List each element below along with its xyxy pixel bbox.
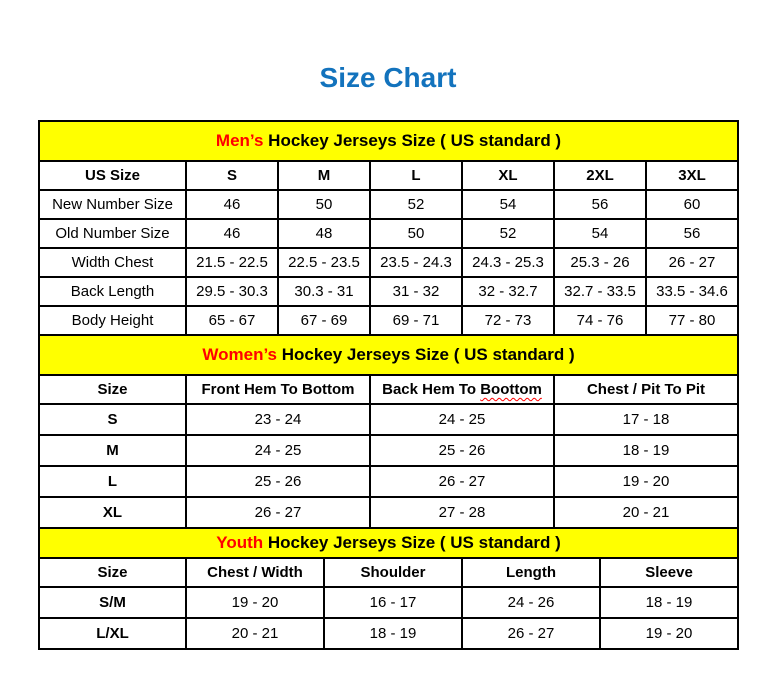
mens-band-title: [39, 121, 738, 161]
mens-row-label: Body Height: [39, 306, 186, 335]
youth-data-cell: 16 - 17: [324, 587, 462, 618]
mens-header-cell: L: [370, 161, 462, 190]
mens-data-cell: 48: [278, 219, 370, 248]
page-title: Size Chart: [319, 62, 457, 93]
mens-row-label: New Number Size: [39, 190, 186, 219]
womens-row-label: XL: [39, 497, 186, 528]
womens-data-cell: 25 - 26: [370, 435, 554, 466]
mens-data-cell: 23.5 - 24.3: [370, 248, 462, 277]
womens-data-cell: 19 - 20: [554, 466, 738, 497]
mens-data-cell: 46: [186, 219, 278, 248]
youth-band-text: Hockey Jerseys Size ( US standard ): [263, 533, 561, 552]
youth-row-label: S/M: [39, 587, 186, 618]
mens-header-cell: XL: [462, 161, 554, 190]
mens-table-row: [39, 306, 738, 335]
mens-data-cell: 52: [462, 219, 554, 248]
womens-data-cell: 26 - 27: [370, 466, 554, 497]
mens-data-cell: 67 - 69: [278, 306, 370, 335]
womens-header-cell: Front Hem To Bottom: [186, 375, 370, 404]
mens-data-cell: 33.5 - 34.6: [646, 277, 738, 306]
mens-data-cell: 25.3 - 26: [554, 248, 646, 277]
mens-header-row: [39, 161, 738, 190]
mens-data-cell: 29.5 - 30.3: [186, 277, 278, 306]
mens-data-cell: 30.3 - 31: [278, 277, 370, 306]
womens-data-cell: 24 - 25: [186, 435, 370, 466]
mens-band-row: [39, 121, 738, 161]
youth-header-cell: Sleeve: [600, 558, 738, 587]
youth-size-table: [38, 527, 739, 650]
womens-band-title: [39, 335, 738, 375]
mens-table-body: [39, 190, 738, 335]
womens-table-row: [39, 404, 738, 435]
mens-band-highlight: Men’s: [215, 131, 264, 150]
womens-band-row: [39, 335, 738, 375]
youth-data-cell: 19 - 20: [186, 587, 324, 618]
youth-data-cell: 26 - 27: [462, 618, 600, 649]
womens-data-cell: 26 - 27: [186, 497, 370, 528]
youth-data-cell: 18 - 19: [324, 618, 462, 649]
youth-header-cell: Size: [39, 558, 186, 587]
womens-header-cell: Back Hem To Boottom: [370, 375, 554, 404]
womens-data-cell: 27 - 28: [370, 497, 554, 528]
mens-data-cell: 32 - 32.7: [462, 277, 554, 306]
youth-band-title: [39, 528, 738, 558]
womens-header-cell: Size: [39, 375, 186, 404]
mens-row-label: Old Number Size: [39, 219, 186, 248]
mens-table-row: [39, 190, 738, 219]
womens-header-row: [39, 375, 738, 404]
mens-data-cell: 56: [646, 219, 738, 248]
youth-header-row: [39, 558, 738, 587]
mens-data-cell: 72 - 73: [462, 306, 554, 335]
mens-data-cell: 65 - 67: [186, 306, 278, 335]
mens-data-cell: 26 - 27: [646, 248, 738, 277]
womens-row-label: S: [39, 404, 186, 435]
mens-data-cell: 56: [554, 190, 646, 219]
womens-table-body: [39, 404, 738, 528]
womens-data-cell: 20 - 21: [554, 497, 738, 528]
womens-table-row: [39, 497, 738, 528]
mens-data-cell: 69 - 71: [370, 306, 462, 335]
youth-data-cell: 18 - 19: [600, 587, 738, 618]
mens-data-cell: 22.5 - 23.5: [278, 248, 370, 277]
mens-size-table: [38, 120, 739, 336]
youth-table-row: [39, 587, 738, 618]
womens-header-cell: Chest / Pit To Pit: [554, 375, 738, 404]
mens-data-cell: 74 - 76: [554, 306, 646, 335]
misspelled-word: Boottom: [480, 381, 542, 398]
mens-data-cell: 54: [554, 219, 646, 248]
youth-table-row: [39, 618, 738, 649]
mens-header-cell: M: [278, 161, 370, 190]
mens-data-cell: 54: [462, 190, 554, 219]
womens-band-highlight: Women’s: [202, 345, 277, 364]
womens-table-row: [39, 466, 738, 497]
youth-table-body: [39, 587, 738, 649]
womens-data-cell: 24 - 25: [370, 404, 554, 435]
mens-data-cell: 21.5 - 22.5: [186, 248, 278, 277]
mens-data-cell: 52: [370, 190, 462, 219]
mens-header-cell: 3XL: [646, 161, 738, 190]
womens-table-row: [39, 435, 738, 466]
mens-data-cell: 50: [370, 219, 462, 248]
womens-data-cell: 17 - 18: [554, 404, 738, 435]
youth-data-cell: 20 - 21: [186, 618, 324, 649]
womens-size-table: [38, 334, 739, 529]
mens-data-cell: 31 - 32: [370, 277, 462, 306]
mens-table-row: [39, 219, 738, 248]
youth-header-cell: Length: [462, 558, 600, 587]
mens-band-text: Hockey Jerseys Size ( US standard ): [263, 131, 562, 150]
mens-data-cell: 32.7 - 33.5: [554, 277, 646, 306]
youth-header-cell: Shoulder: [324, 558, 462, 587]
youth-band-row: [39, 528, 738, 558]
mens-table-row: [39, 277, 738, 306]
womens-data-cell: 25 - 26: [186, 466, 370, 497]
youth-band-highlight: Youth: [216, 533, 264, 552]
mens-data-cell: 77 - 80: [646, 306, 738, 335]
womens-band-text: Hockey Jerseys Size ( US standard ): [277, 345, 575, 364]
mens-data-cell: 60: [646, 190, 738, 219]
mens-data-cell: 50: [278, 190, 370, 219]
mens-row-label: Width Chest: [39, 248, 186, 277]
size-tables-container: [38, 120, 738, 650]
womens-row-label: M: [39, 435, 186, 466]
mens-row-label: Back Length: [39, 277, 186, 306]
mens-data-cell: 24.3 - 25.3: [462, 248, 554, 277]
womens-row-label: L: [39, 466, 186, 497]
mens-header-cell: 2XL: [554, 161, 646, 190]
youth-data-cell: 24 - 26: [462, 587, 600, 618]
mens-header-cell: S: [186, 161, 278, 190]
mens-data-cell: 46: [186, 190, 278, 219]
youth-row-label: L/XL: [39, 618, 186, 649]
mens-table-row: [39, 248, 738, 277]
mens-header-cell: US Size: [39, 161, 186, 190]
womens-data-cell: 23 - 24: [186, 404, 370, 435]
womens-data-cell: 18 - 19: [554, 435, 738, 466]
youth-data-cell: 19 - 20: [600, 618, 738, 649]
youth-header-cell: Chest / Width: [186, 558, 324, 587]
